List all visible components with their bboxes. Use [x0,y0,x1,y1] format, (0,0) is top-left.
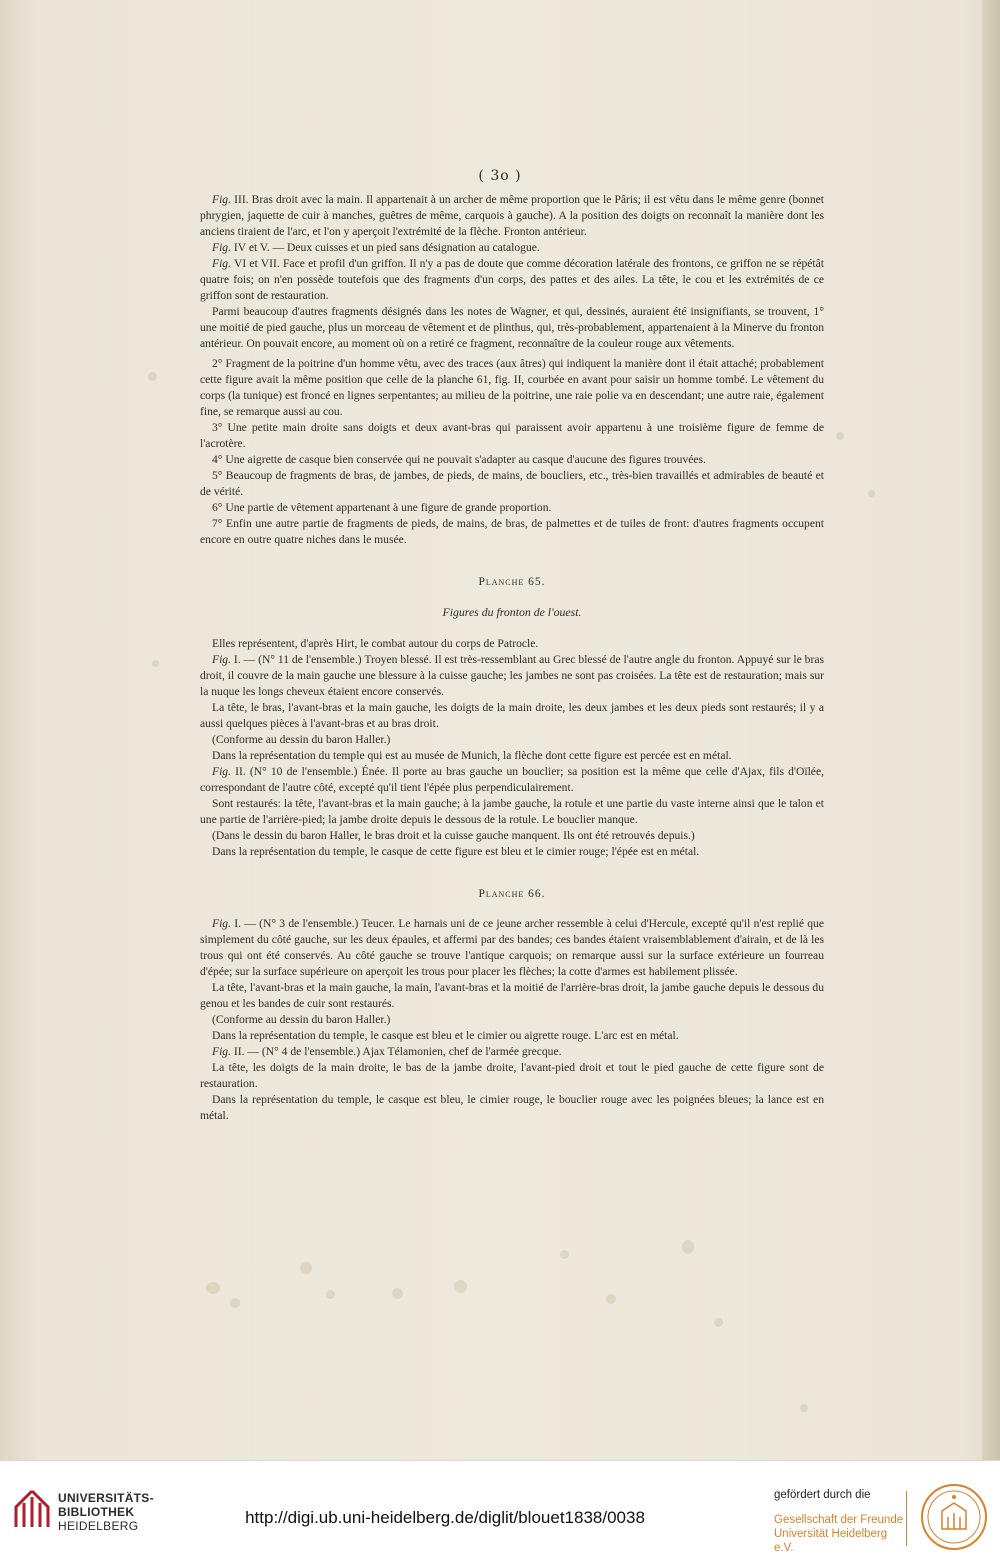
paragraph: Fig. III. Bras droit avec la main. Il appartenait à un archer de même proportion que le Pâris; il est vêtu dans le même genre (bonnet phrygien, jaquette de cuir à manches, guêtres de même, carquois à gauche). A la position des doigts on reconnaît la manière dont les anciens tiraient de l'arc, et l'on y aperçoit l'extrémité de la flèche. Fronton antérieur. [200,193,824,238]
paragraph: Parmi beaucoup d'autres fragments désignés dans les notes de Wagner, et qui, dessinés, auraient été insignifiants, se trouvent, 1° une moitié de pied gauche, plus un morceau de vêtement et de plinthus, qui, très-probablement, appartenaient à la Minerve du fronton antérieur. On pouvait encore, au moment où on a retiré ce fragment, reconnaître de la couleur rouge aux vêtements. [200,305,824,350]
footer-bar [0,1460,1000,1556]
paragraph: Dans la représentation du temple, le casque est bleu et le cimier ou aigrette rouge. L'arc est en métal. [212,1029,679,1042]
paragraph: Sont restaurés: la tête, l'avant-bras et la main gauche; à la jambe gauche, la rotule et une partie du vaste interne ainsi que le talon et une partie de l'arrière-pied; la jambe droite depuis le dessous de la rotule. Le bouclier manque. [200,797,824,826]
library-name[interactable]: UNIVERSITÄTS- BIBLIOTHEK HEIDELBERG [58,1491,154,1533]
foxing-spot [606,1294,616,1304]
paragraph: 2° Fragment de la poitrine d'un homme vêtu, avec des traces (aux âtres) qui indiquent la manière dont il était attaché; probablement cette figure avait la même position que celle de la planche 61, fig. II, courbée en avant pour saisir un homme tombé. Le vêtement du corps (la tunique) est froncé en lignes serpentantes; au milieu de la poitrine, une raie polie va en descendant; une autre raie, également fine, se remarque aussi au cou. [200,357,824,418]
paragraph: Dans la représentation du temple, le casque est bleu, le cimier rouge, le bouclier rouge avec les poignées bleues; la lance est en métal. [200,1093,824,1122]
paragraph: 4° Une aigrette de casque bien conservée qui ne pouvait s'adapter au casque d'aucune des figures trouvées. [212,453,706,466]
permalink-url[interactable]: http://digi.ub.uni-heidelberg.de/diglit/blouet1838/0038 [245,1508,645,1527]
paragraph: 5° Beaucoup de fragments de bras, de jambes, de pieds, de mains, de boucliers, etc., très-bien travaillés et admirables de beauté et de vérité. [200,469,824,498]
foxing-spot [206,1282,220,1294]
paragraph: La tête, l'avant-bras et la main gauche, la main, l'avant-bras et la moitié de l'arrière-bras droit, la jambe gauche depuis le dessous du genou et les bandes de cuir sont restaurés. [200,981,824,1010]
sponsor-label: gefördert durch die [774,1489,871,1501]
fig-label: Fig. [212,193,231,206]
paragraph: 3° Une petite main droite sans doigts et deux avant-bras qui paraissent avoir appartenu à une troisième figure de femme de l'acrotère. [200,421,824,450]
foxing-spot [392,1288,403,1299]
section-subheading: Figures du fronton de l'ouest. [442,605,582,619]
paragraph: Dans la représentation du temple qui est au musée de Munich, la flèche dont cette figure est percée est en métal. [212,749,732,762]
foxing-spot [230,1298,240,1308]
foxing-spot [714,1318,723,1327]
foxing-spot [836,432,844,440]
paragraph: Fig. II. (N° 10 de l'ensemble.) Énée. Il porte au bras gauche un bouclier; sa position est la même que celle d'Ajax, fils d'Oïlée, correspondant de l'autre côté, excepté qu'il tient l'épée plus perpendiculairement. [200,765,824,794]
paragraph: (Dans le dessin du baron Haller, le bras droit et la cuisse gauche manquent. Ils ont été retrouvés depuis.) [212,829,695,842]
sponsor-organization: Gesellschaft der Freunde Universität Heidelberg e.V. [774,1514,904,1554]
paragraph: Dans la représentation du temple, le casque de cette figure est bleu et le cimier rouge; l'épée est en métal. [212,845,700,858]
paragraph: La tête, le bras, l'avant-bras et la main gauche, les doigts de la main droite, les deux jambes et les deux pieds sont restaurés; il y a aussi quelques pièces à l'avant-bras et au bras droit. [200,701,824,730]
foxing-spot [152,660,159,667]
fig-label: Fig. [212,917,231,930]
sponsor-block[interactable] [774,1489,904,1555]
fig-label: Fig. [212,1045,231,1058]
paragraph: 7° Enfin une autre partie de fragments de pieds, de mains, de bras, de palmettes et de tuiles de front: d'autres fragments occupent encore en outre quatre niches dans le musée. [200,517,824,546]
foxing-spot [800,1404,808,1412]
footer-divider [906,1491,907,1546]
foxing-spot [454,1280,467,1293]
paragraph: Elles représentent, d'après Hirt, le combat autour du corps de Patrocle. [212,637,539,650]
paragraph: Fig. VI et VII. Face et profil d'un griffon. Il n'y a pas de doute que comme décoration latérale des frontons, ce griffon ne se répétât quatre fois; on n'en possède toutefois que des fragments d'un corps, des pattes et des ailes. La tête, le cou et les extrémités de ce griffon sont de restauration. [200,257,824,302]
paragraph: Fig. I. — (N° 3 de l'ensemble.) Teucer. Le harnais uni de ce jeune archer ressemble à celui d'Hercule, excepté qu'il n'est replié que simplement du côté gauche, sur les deux épaules, et affermi par des bandes; ces bandes étaient vraisemblablement d'airain, et de là les trous qui ont été conservés. Au côté gauche se trouve l'antique carquois; on remarque aussi sur la surface extérieure un fourreau d'épée; sur la surface supérieure on aperçoit les trous pour placer les flèches; la cotte d'armes est habilement plissée. [200,917,824,978]
page-spine-shadow [982,0,1000,1460]
paragraph: La tête, les doigts de la main droite, le bas de la jambe droite, l'avant-pied droit et tout le pied gauche de cette figure sont de restauration. [200,1061,824,1090]
foxing-spot [868,490,875,497]
paragraph: (Conforme au dessin du baron Haller.) [212,1013,391,1026]
fig-label: Fig. [212,257,231,270]
library-logo-icon[interactable] [12,1489,52,1529]
page-number: ( 3o ) [478,168,522,184]
paragraph: 6° Une partie de vêtement appartenant à une figure de grande proportion. [212,501,552,514]
paragraph: Fig. IV et V. — Deux cuisses et un pied sans désignation au catalogue. [212,241,540,254]
paragraph: Fig. II. — (N° 4 de l'ensemble.) Ajax Télamonien, chef de l'armée grecque. [212,1045,562,1058]
fig-label: Fig. [212,241,231,254]
university-seal-icon[interactable] [920,1483,988,1551]
foxing-spot [560,1250,569,1259]
foxing-spot [682,1240,694,1254]
section-heading-planche-66: Planche 66. [478,888,546,900]
paragraph: Fig. I. — (N° 11 de l'ensemble.) Troyen blessé. Il est très-ressemblant au Grec blessé de l'autre angle du fronton. Appuyé sur le bras droit, il couvre de la main gauche une blessure à la cuisse gauche; les jambes ne sont pas croisées. La tête est de restauration; mais sur la nuque les longs cheveux étaient encore conservés. [200,653,824,698]
section-heading-planche-65: Planche 65. [478,576,546,588]
foxing-spot [300,1262,312,1274]
foxing-spot [148,372,157,381]
body-text [200,192,824,1124]
fig-label: Fig. [212,653,231,666]
paragraph: (Conforme au dessin du baron Haller.) [212,733,391,746]
fig-label: Fig. [212,765,231,778]
foxing-spot [326,1290,335,1299]
